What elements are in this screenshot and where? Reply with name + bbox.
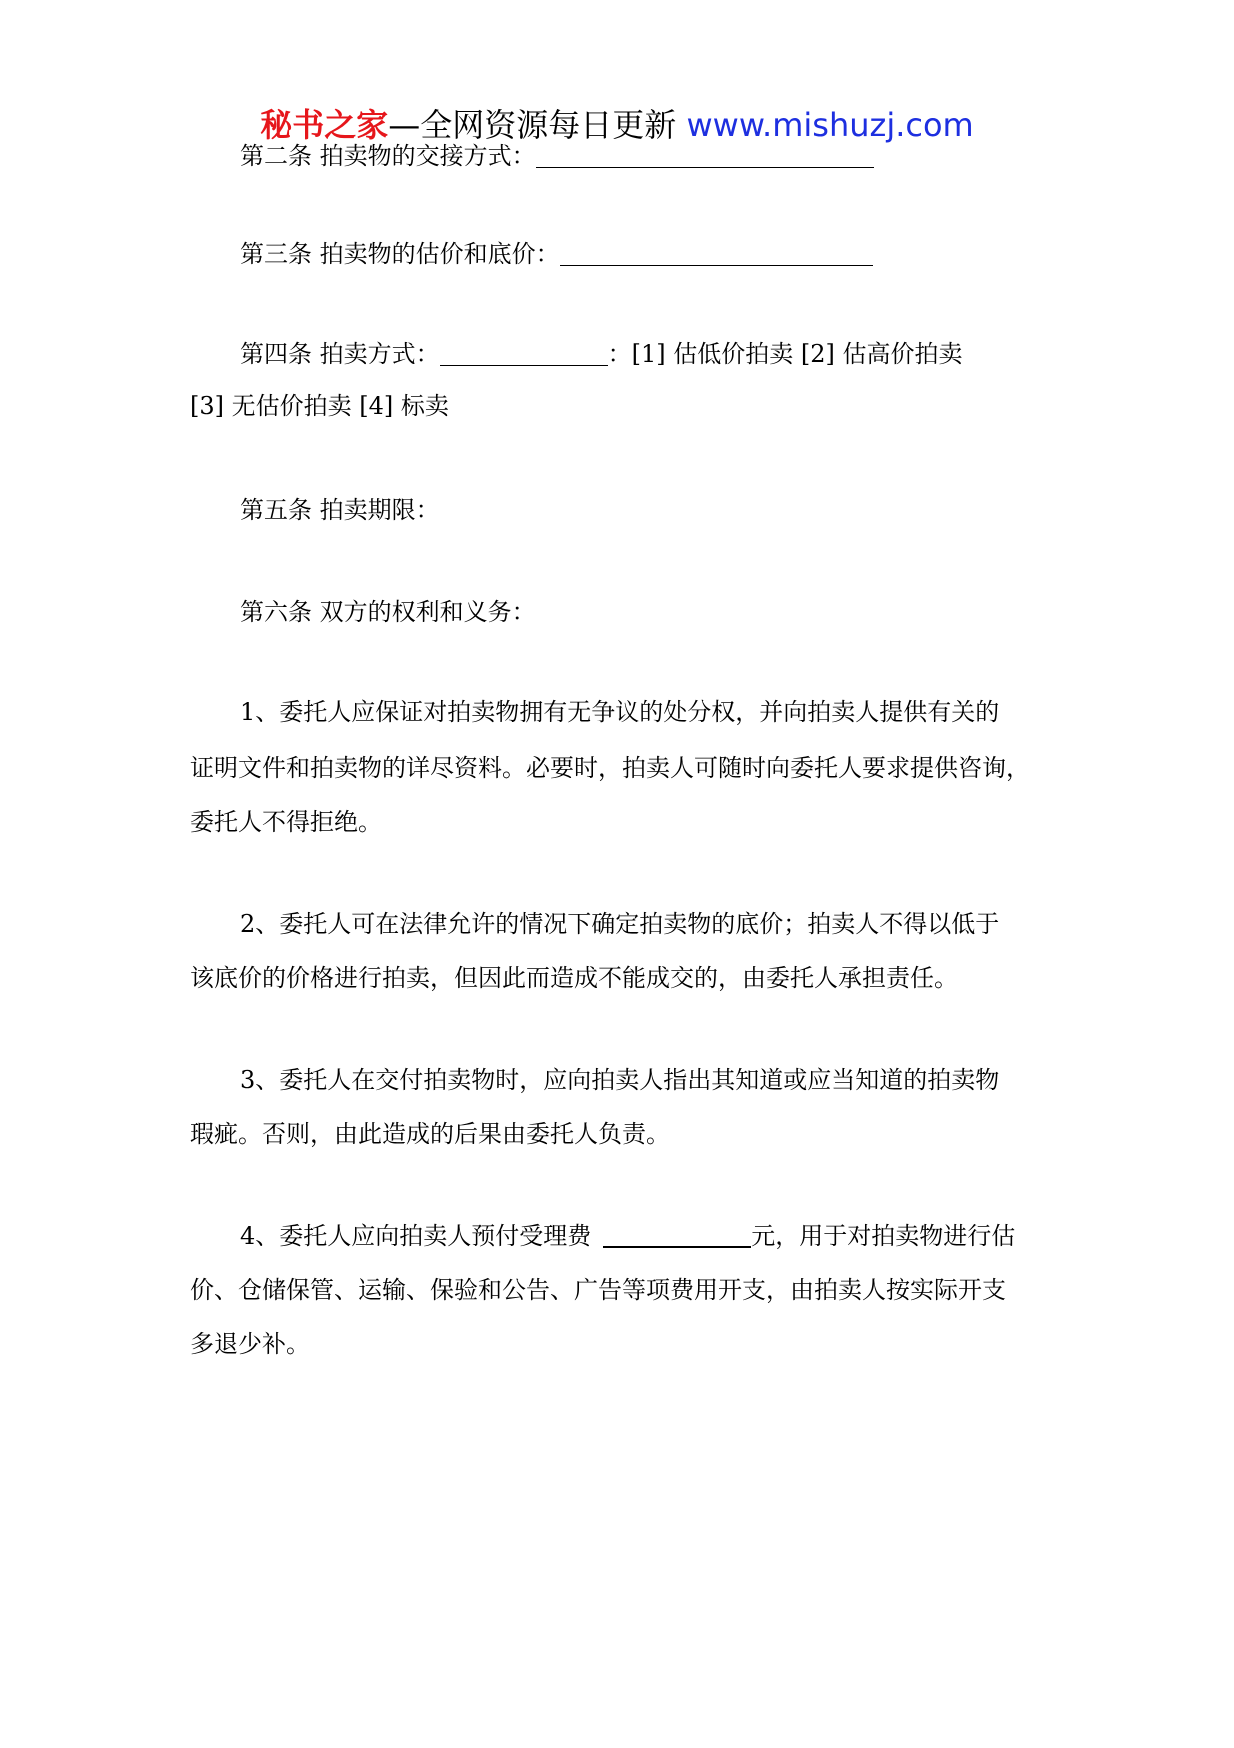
item-2-line1: 2、委托人可在法律允许的情况下确定拍卖物的底价；拍卖人不得以低于 [240, 910, 1000, 938]
item-2-line2: 该底价的价格进行拍卖，但因此而造成不能成交的，由委托人承担责任。 [190, 964, 958, 992]
header-brand: 秘书之家 [260, 106, 389, 144]
item-4-text: 4、委托人应向拍卖人预付受理费 [240, 1222, 592, 1250]
header-url[interactable]: www.mishuzj.com [686, 106, 974, 144]
article-6: 第六条 双方的权利和义务： [240, 598, 536, 626]
article-4 [0, 338, 1234, 370]
fill-blank-fee [603, 1222, 751, 1248]
article-4-options: ：[1] 估低价拍卖 [2] 估高价拍卖 [607, 340, 963, 368]
item-4-line3: 多退少补。 [190, 1330, 310, 1358]
article-4-line2: [3] 无估价拍卖 [4] 标卖 [190, 392, 449, 420]
item-1-line1: 1、委托人应保证对拍卖物拥有无争议的处分权，并向拍卖人提供有关的 [240, 698, 1000, 726]
item-4-line2: 价、仓储保管、运输、保验和公告、广告等项费用开支，由拍卖人按实际开支 [190, 1276, 1006, 1304]
fill-blank-valuation [560, 241, 873, 266]
item-4-suffix: 元，用于对拍卖物进行估 [751, 1222, 1016, 1250]
article-3-text: 第三条 拍卖物的估价和底价： [240, 240, 560, 268]
item-3-line2: 瑕疵。否则，由此造成的后果由委托人负责。 [190, 1120, 670, 1148]
item-1-line2: 证明文件和拍卖物的详尽资料。必要时，拍卖人可随时向委托人要求提供咨询， [190, 754, 1030, 782]
item-4-line1 [0, 1220, 1234, 1252]
header-tagline: —全网资源每日更新 [388, 106, 677, 144]
item-1-line3: 委托人不得拒绝。 [190, 808, 382, 836]
article-3 [0, 238, 1234, 270]
article-5: 第五条 拍卖期限： [240, 496, 440, 524]
article-2 [0, 140, 1234, 172]
article-2-text: 第二条 拍卖物的交接方式： [240, 142, 536, 170]
fill-blank-handover [536, 143, 874, 168]
fill-blank-auction-method [440, 341, 608, 366]
article-4-text: 第四条 拍卖方式： [240, 340, 440, 368]
item-3-line1: 3、委托人在交付拍卖物时，应向拍卖人指出其知道或应当知道的拍卖物 [240, 1066, 1000, 1094]
